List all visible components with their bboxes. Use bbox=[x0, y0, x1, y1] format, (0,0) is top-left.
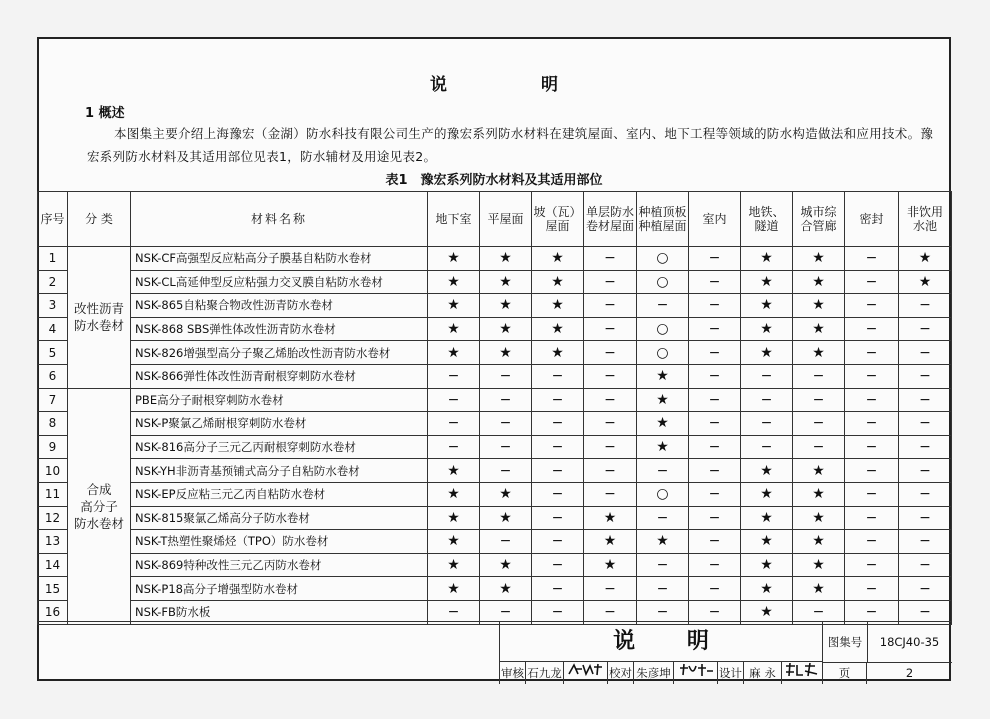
header-slope-roof-line1: 坡（瓦） bbox=[533, 205, 582, 219]
applicability-utility: − bbox=[793, 388, 845, 412]
applicability-seal: − bbox=[845, 364, 899, 388]
applicability-basement: − bbox=[428, 435, 480, 459]
category-synthetic-polymer bbox=[68, 388, 131, 624]
row-number: 10 bbox=[38, 459, 68, 483]
applicability-metro: ★ bbox=[741, 247, 793, 271]
applicability-pool: − bbox=[899, 553, 952, 577]
applicability-single-layer: − bbox=[584, 364, 637, 388]
applicability-slope-roof: − bbox=[532, 482, 584, 506]
applicability-seal: − bbox=[845, 435, 899, 459]
applicability-metro: − bbox=[741, 412, 793, 436]
category-line: 防水卷材 bbox=[73, 515, 124, 531]
applicability-seal: − bbox=[845, 270, 899, 294]
category-line: 合成 bbox=[86, 481, 112, 497]
applicability-pool: − bbox=[899, 459, 952, 483]
table-row bbox=[38, 435, 952, 459]
table-row bbox=[38, 482, 952, 506]
applicability-basement: ★ bbox=[428, 459, 480, 483]
category-modified-asphalt bbox=[68, 247, 131, 389]
applicability-planting: ★ bbox=[637, 435, 689, 459]
applicability-seal: − bbox=[845, 412, 899, 436]
header-single-layer-line1: 单层防水 bbox=[585, 205, 634, 219]
row-number: 13 bbox=[38, 530, 68, 554]
applicability-basement: ★ bbox=[428, 270, 480, 294]
row-number: 4 bbox=[38, 317, 68, 341]
header-single-layer bbox=[584, 192, 637, 247]
title-block-grid bbox=[499, 622, 952, 684]
applicability-seal: − bbox=[845, 506, 899, 530]
applicability-basement: ★ bbox=[428, 247, 480, 271]
applicability-basement: ★ bbox=[428, 506, 480, 530]
applicability-metro: ★ bbox=[741, 553, 793, 577]
applicability-flat-roof: ★ bbox=[480, 506, 532, 530]
drawing-frame bbox=[37, 37, 951, 681]
applicability-seal: − bbox=[845, 482, 899, 506]
applicability-utility: ★ bbox=[793, 341, 845, 365]
table-row bbox=[38, 553, 952, 577]
applicability-utility: ★ bbox=[793, 530, 845, 554]
applicability-slope-roof: ★ bbox=[532, 270, 584, 294]
intro-paragraph: 本图集主要介绍上海豫宏（金湖）防水科技有限公司生产的豫宏系列防水材料在建筑屋面、室内、地下工程等领域的防水构造做法和应用技术。豫宏系列防水材料及其适用部位见表1，防水辅材及用途见表2。 bbox=[87, 126, 934, 164]
applicability-single-layer: − bbox=[584, 294, 637, 318]
applicability-pool: − bbox=[899, 577, 952, 601]
applicability-utility: ★ bbox=[793, 270, 845, 294]
designer-name: 麻 永 bbox=[744, 662, 782, 684]
applicability-metro: − bbox=[741, 435, 793, 459]
row-number: 5 bbox=[38, 341, 68, 365]
applicability-single-layer: − bbox=[584, 317, 637, 341]
designer-signature bbox=[782, 662, 823, 684]
applicability-single-layer: − bbox=[584, 482, 637, 506]
applicability-pool: − bbox=[899, 294, 952, 318]
table-row bbox=[38, 341, 952, 365]
applicability-utility: ★ bbox=[793, 577, 845, 601]
applicability-indoor: − bbox=[689, 247, 741, 271]
applicability-pool: ★ bbox=[899, 247, 952, 271]
atlas-number-label: 图集号 bbox=[823, 622, 868, 663]
applicability-basement: − bbox=[428, 364, 480, 388]
applicability-pool: − bbox=[899, 317, 952, 341]
section-heading: 1 概述 bbox=[85, 106, 125, 121]
header-no: 序号 bbox=[38, 192, 68, 247]
header-pool-line1: 非饮用 bbox=[906, 205, 943, 219]
row-number: 9 bbox=[38, 435, 68, 459]
applicability-slope-roof: ★ bbox=[532, 341, 584, 365]
applicability-pool: − bbox=[899, 364, 952, 388]
page-label: 页 bbox=[823, 662, 867, 684]
design-label: 设计 bbox=[718, 662, 744, 684]
table-caption: 表1 豫宏系列防水材料及其适用部位 bbox=[385, 173, 603, 188]
applicability-basement: ★ bbox=[428, 530, 480, 554]
applicability-single-layer: − bbox=[584, 577, 637, 601]
applicability-basement: − bbox=[428, 388, 480, 412]
header-metro-line1: 地铁、 bbox=[748, 205, 785, 219]
material-name: PBE高分子耐根穿刺防水卷材 bbox=[131, 388, 428, 412]
applicability-pool: − bbox=[899, 435, 952, 459]
table-row bbox=[38, 412, 952, 436]
applicability-pool: − bbox=[899, 388, 952, 412]
applicability-planting: − bbox=[637, 553, 689, 577]
applicability-slope-roof: ★ bbox=[532, 247, 584, 271]
applicability-flat-roof: ★ bbox=[480, 247, 532, 271]
applicability-seal: − bbox=[845, 247, 899, 271]
applicability-pool: − bbox=[899, 412, 952, 436]
applicability-seal: − bbox=[845, 553, 899, 577]
table-row bbox=[38, 247, 952, 271]
applicability-indoor: − bbox=[689, 553, 741, 577]
applicability-flat-roof: − bbox=[480, 364, 532, 388]
applicability-indoor: − bbox=[689, 294, 741, 318]
applicability-metro: ★ bbox=[741, 506, 793, 530]
table-row bbox=[38, 530, 952, 554]
applicability-flat-roof: ★ bbox=[480, 294, 532, 318]
header-category: 分 类 bbox=[68, 192, 131, 247]
header-metro-line2: 隧道 bbox=[754, 219, 779, 233]
applicability-metro: ★ bbox=[741, 482, 793, 506]
table-row bbox=[38, 388, 952, 412]
applicability-flat-roof: − bbox=[480, 435, 532, 459]
header-slope-roof-line2: 屋面 bbox=[545, 219, 570, 233]
applicability-pool: − bbox=[899, 506, 952, 530]
applicability-single-layer: − bbox=[584, 270, 637, 294]
applicability-indoor: − bbox=[689, 530, 741, 554]
applicability-single-layer: − bbox=[584, 247, 637, 271]
applicability-utility: ★ bbox=[793, 317, 845, 341]
material-name: NSK-FB防水板 bbox=[131, 600, 428, 624]
table-row bbox=[38, 294, 952, 318]
title-block bbox=[37, 621, 951, 684]
applicability-indoor: − bbox=[689, 412, 741, 436]
applicability-slope-roof: − bbox=[532, 364, 584, 388]
applicability-utility: ★ bbox=[793, 506, 845, 530]
header-planting-line1: 种植顶板 bbox=[638, 205, 687, 219]
applicability-planting: − bbox=[637, 459, 689, 483]
material-name: NSK-865自粘聚合物改性沥青防水卷材 bbox=[131, 294, 428, 318]
applicability-flat-roof: − bbox=[480, 412, 532, 436]
applicability-basement: ★ bbox=[428, 553, 480, 577]
applicability-planting: − bbox=[637, 600, 689, 624]
table-row bbox=[38, 459, 952, 483]
applicability-flat-roof: ★ bbox=[480, 482, 532, 506]
row-number: 6 bbox=[38, 364, 68, 388]
applicability-utility: − bbox=[793, 364, 845, 388]
row-number: 14 bbox=[38, 553, 68, 577]
row-number: 12 bbox=[38, 506, 68, 530]
applicability-indoor: − bbox=[689, 270, 741, 294]
table-row bbox=[38, 270, 952, 294]
applicability-basement: ★ bbox=[428, 294, 480, 318]
applicability-slope-roof: − bbox=[532, 506, 584, 530]
atlas-number: 18CJ40-35 bbox=[867, 622, 952, 663]
applicability-flat-roof: ★ bbox=[480, 577, 532, 601]
applicability-seal: − bbox=[845, 459, 899, 483]
header-utility-line1: 城市综 bbox=[800, 205, 837, 219]
header-slope-roof bbox=[532, 192, 584, 247]
applicability-slope-roof: − bbox=[532, 553, 584, 577]
applicability-indoor: − bbox=[689, 364, 741, 388]
applicability-basement: − bbox=[428, 412, 480, 436]
applicability-slope-roof: − bbox=[532, 388, 584, 412]
header-metro bbox=[741, 192, 793, 247]
applicability-pool: − bbox=[899, 600, 952, 624]
applicability-basement: ★ bbox=[428, 341, 480, 365]
checker-signature-mark bbox=[676, 662, 716, 678]
applicability-basement: ★ bbox=[428, 482, 480, 506]
applicability-indoor: − bbox=[689, 317, 741, 341]
applicability-metro: ★ bbox=[741, 600, 793, 624]
material-name: NSK-YH非沥青基预铺式高分子自粘防水卷材 bbox=[131, 459, 428, 483]
applicability-planting: ★ bbox=[637, 388, 689, 412]
material-name: NSK-P18高分子增强型防水卷材 bbox=[131, 577, 428, 601]
applicability-single-layer: − bbox=[584, 388, 637, 412]
row-number: 1 bbox=[38, 247, 68, 271]
header-utility bbox=[793, 192, 845, 247]
applicability-planting: ★ bbox=[637, 412, 689, 436]
material-name: NSK-EP反应粘三元乙丙自粘防水卷材 bbox=[131, 482, 428, 506]
header-utility-line2: 合管廊 bbox=[800, 219, 837, 233]
applicability-single-layer: − bbox=[584, 459, 637, 483]
applicability-metro: ★ bbox=[741, 459, 793, 483]
applicability-pool: − bbox=[899, 530, 952, 554]
applicability-metro: ★ bbox=[741, 317, 793, 341]
material-name: NSK-815聚氯乙烯高分子防水卷材 bbox=[131, 506, 428, 530]
table-header-row bbox=[38, 192, 952, 247]
applicability-utility: ★ bbox=[793, 482, 845, 506]
applicability-indoor: − bbox=[689, 459, 741, 483]
material-name: NSK-816高分子三元乙丙耐根穿刺防水卷材 bbox=[131, 435, 428, 459]
applicability-slope-roof: ★ bbox=[532, 294, 584, 318]
applicability-slope-roof: − bbox=[532, 459, 584, 483]
applicability-indoor: − bbox=[689, 600, 741, 624]
row-number: 7 bbox=[38, 388, 68, 412]
row-number: 3 bbox=[38, 294, 68, 318]
category-line: 高分子 bbox=[80, 498, 118, 514]
applicability-planting: ★ bbox=[637, 530, 689, 554]
applicability-utility: ★ bbox=[793, 459, 845, 483]
signature-row bbox=[500, 662, 952, 684]
header-indoor: 室内 bbox=[689, 192, 741, 247]
applicability-utility: ★ bbox=[793, 247, 845, 271]
applicability-flat-roof: − bbox=[480, 388, 532, 412]
material-name: NSK-P聚氯乙烯耐根穿刺防水卷材 bbox=[131, 412, 428, 436]
row-number: 8 bbox=[38, 412, 68, 436]
material-name: NSK-826增强型高分子聚乙烯胎改性沥青防水卷材 bbox=[131, 341, 428, 365]
applicability-utility: − bbox=[793, 600, 845, 624]
applicability-planting: − bbox=[637, 294, 689, 318]
applicability-slope-roof: − bbox=[532, 600, 584, 624]
applicability-planting: ○ bbox=[637, 341, 689, 365]
applicability-seal: − bbox=[845, 294, 899, 318]
applicability-slope-roof: − bbox=[532, 412, 584, 436]
applicability-flat-roof: − bbox=[480, 530, 532, 554]
applicability-indoor: − bbox=[689, 435, 741, 459]
applicability-flat-roof: ★ bbox=[480, 270, 532, 294]
applicability-planting: ★ bbox=[637, 364, 689, 388]
header-material: 材料名称 bbox=[131, 192, 428, 247]
header-pool-line2: 水池 bbox=[912, 219, 937, 233]
category-line: 改性沥青 bbox=[73, 301, 124, 317]
applicability-single-layer: − bbox=[584, 412, 637, 436]
reviewer-name: 石九龙 bbox=[526, 662, 564, 684]
checker-signature bbox=[674, 662, 718, 684]
table-row bbox=[38, 577, 952, 601]
material-name: NSK-CF高强型反应粘高分子膜基自粘防水卷材 bbox=[131, 247, 428, 271]
material-name: NSK-869特种改性三元乙丙防水卷材 bbox=[131, 553, 428, 577]
page-title: 说 明 bbox=[430, 75, 602, 95]
material-name: NSK-866弹性体改性沥青耐根穿刺防水卷材 bbox=[131, 364, 428, 388]
header-planting bbox=[637, 192, 689, 247]
table-row bbox=[38, 506, 952, 530]
applicability-metro: − bbox=[741, 388, 793, 412]
applicability-seal: − bbox=[845, 577, 899, 601]
applicability-metro: ★ bbox=[741, 270, 793, 294]
applicability-planting: ○ bbox=[637, 247, 689, 271]
applicability-slope-roof: ★ bbox=[532, 317, 584, 341]
applicability-seal: − bbox=[845, 388, 899, 412]
applicability-pool: − bbox=[899, 341, 952, 365]
applicability-utility: ★ bbox=[793, 294, 845, 318]
applicability-utility: − bbox=[793, 435, 845, 459]
applicability-pool: ★ bbox=[899, 270, 952, 294]
applicability-flat-roof: − bbox=[480, 600, 532, 624]
checker-name: 朱彦坤 bbox=[634, 662, 674, 684]
check-label: 校对 bbox=[608, 662, 634, 684]
applicability-single-layer: ★ bbox=[584, 553, 637, 577]
applicability-planting: ○ bbox=[637, 482, 689, 506]
applicability-metro: ★ bbox=[741, 341, 793, 365]
applicability-indoor: − bbox=[689, 506, 741, 530]
applicability-flat-roof: − bbox=[480, 459, 532, 483]
applicability-flat-roof: ★ bbox=[480, 317, 532, 341]
table-row bbox=[38, 317, 952, 341]
applicability-basement: ★ bbox=[428, 317, 480, 341]
applicability-indoor: − bbox=[689, 341, 741, 365]
material-name: NSK-CL高延伸型反应粘强力交叉膜自粘防水卷材 bbox=[131, 270, 428, 294]
header-pool bbox=[899, 192, 952, 247]
header-flat-roof: 平屋面 bbox=[480, 192, 532, 247]
applicability-metro: − bbox=[741, 364, 793, 388]
table-row bbox=[38, 364, 952, 388]
applicability-utility: ★ bbox=[793, 553, 845, 577]
applicability-flat-roof: ★ bbox=[480, 553, 532, 577]
header-basement: 地下室 bbox=[428, 192, 480, 247]
row-number: 11 bbox=[38, 482, 68, 506]
applicability-seal: − bbox=[845, 341, 899, 365]
applicability-basement: ★ bbox=[428, 577, 480, 601]
applicability-indoor: − bbox=[689, 577, 741, 601]
applicability-single-layer: − bbox=[584, 435, 637, 459]
row-number: 2 bbox=[38, 270, 68, 294]
applicability-planting: ○ bbox=[637, 270, 689, 294]
applicability-seal: − bbox=[845, 530, 899, 554]
page-number: 2 bbox=[905, 666, 914, 680]
material-name: NSK-868 SBS弹性体改性沥青防水卷材 bbox=[131, 317, 428, 341]
applicability-indoor: − bbox=[689, 388, 741, 412]
row-number: 16 bbox=[38, 600, 68, 624]
reviewer-signature bbox=[564, 662, 608, 684]
designer-signature-mark bbox=[783, 662, 821, 678]
applicability-planting: − bbox=[637, 577, 689, 601]
applicability-single-layer: − bbox=[584, 341, 637, 365]
applicability-seal: − bbox=[845, 317, 899, 341]
applicability-flat-roof: ★ bbox=[480, 341, 532, 365]
applicability-slope-roof: − bbox=[532, 435, 584, 459]
applicability-single-layer: ★ bbox=[584, 506, 637, 530]
applicability-seal: − bbox=[845, 600, 899, 624]
applicability-planting: − bbox=[637, 506, 689, 530]
header-seal: 密封 bbox=[845, 192, 899, 247]
materials-table bbox=[37, 191, 952, 625]
applicability-basement: − bbox=[428, 600, 480, 624]
applicability-metro: ★ bbox=[741, 294, 793, 318]
category-line: 防水卷材 bbox=[73, 318, 124, 334]
table-body bbox=[38, 247, 952, 625]
applicability-utility: − bbox=[793, 412, 845, 436]
applicability-pool: − bbox=[899, 482, 952, 506]
applicability-metro: ★ bbox=[741, 530, 793, 554]
title-block-title: 说 明 bbox=[500, 622, 823, 662]
applicability-indoor: − bbox=[689, 482, 741, 506]
row-number: 15 bbox=[38, 577, 68, 601]
applicability-slope-roof: − bbox=[532, 577, 584, 601]
applicability-single-layer: ★ bbox=[584, 530, 637, 554]
applicability-single-layer: − bbox=[584, 600, 637, 624]
applicability-planting: ○ bbox=[637, 317, 689, 341]
header-planting-line2: 种植屋面 bbox=[638, 219, 687, 233]
header-single-layer-line2: 卷材屋面 bbox=[585, 219, 634, 233]
material-name: NSK-T热塑性聚烯烃（TPO）防水卷材 bbox=[131, 530, 428, 554]
reviewer-signature-mark bbox=[566, 662, 606, 678]
applicability-slope-roof: − bbox=[532, 530, 584, 554]
review-label: 审核 bbox=[500, 662, 526, 684]
applicability-metro: ★ bbox=[741, 577, 793, 601]
